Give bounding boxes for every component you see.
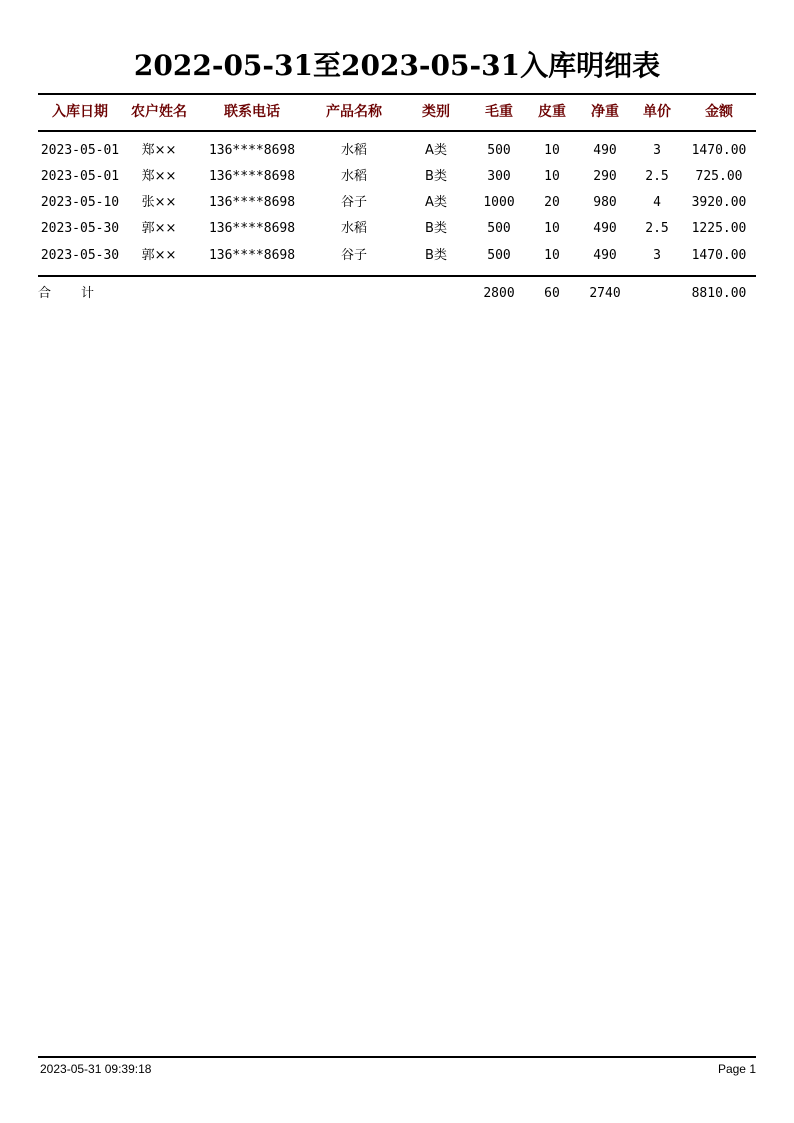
totals-label: 合计 — [38, 286, 125, 301]
column-header-farmer: 农户姓名 — [131, 104, 187, 120]
table-header-row — [38, 100, 756, 124]
cell-farmer: 张×× — [141, 195, 177, 210]
table-header-rule — [38, 130, 756, 132]
cell-tare: 10 — [544, 169, 560, 184]
totals-tare: 60 — [544, 286, 560, 301]
cell-product: 水稻 — [340, 169, 367, 184]
column-header-product: 产品名称 — [326, 104, 382, 120]
cell-price: 2.5 — [645, 169, 669, 184]
totals-gross: 2800 — [483, 286, 515, 301]
cell-amount: 3920.00 — [691, 195, 747, 210]
cell-category: A类 — [425, 143, 447, 158]
cell-net: 980 — [593, 195, 617, 210]
cell-phone: 136****8698 — [208, 143, 296, 158]
cell-date: 2023-05-01 — [40, 169, 120, 184]
cell-net: 290 — [593, 169, 617, 184]
table-row — [38, 165, 756, 189]
totals-net: 2740 — [589, 286, 621, 301]
cell-date: 2023-05-01 — [40, 143, 120, 158]
totals-row — [38, 282, 756, 306]
cell-product: 水稻 — [340, 143, 367, 158]
cell-gross: 300 — [487, 169, 511, 184]
cell-price: 3 — [653, 143, 661, 158]
cell-tare: 10 — [544, 221, 560, 236]
column-header-amount: 金额 — [705, 104, 733, 120]
page-number: Page 1 — [717, 1062, 756, 1076]
cell-price: 3 — [653, 248, 661, 263]
cell-farmer: 郭×× — [141, 221, 177, 236]
column-header-category: 类别 — [422, 104, 450, 120]
cell-price: 4 — [653, 195, 661, 210]
cell-farmer: 郭×× — [141, 248, 177, 263]
column-header-tare: 皮重 — [538, 104, 566, 120]
cell-gross: 500 — [487, 143, 511, 158]
table-top-rule — [38, 93, 756, 95]
column-header-price: 单价 — [643, 104, 671, 120]
table-body-rule — [38, 275, 756, 277]
cell-category: B类 — [425, 221, 447, 236]
cell-amount: 725.00 — [695, 169, 743, 184]
cell-gross: 1000 — [483, 195, 515, 210]
column-header-net: 净重 — [591, 104, 619, 120]
cell-phone: 136****8698 — [208, 169, 296, 184]
table-row — [38, 217, 756, 241]
cell-farmer: 郑×× — [141, 169, 177, 184]
cell-amount: 1470.00 — [691, 248, 747, 263]
cell-net: 490 — [593, 221, 617, 236]
cell-tare: 10 — [544, 143, 560, 158]
cell-gross: 500 — [487, 221, 511, 236]
table-row — [38, 139, 756, 163]
cell-net: 490 — [593, 248, 617, 263]
print-timestamp: 2023-05-31 09:39:18 — [40, 1062, 152, 1076]
cell-phone: 136****8698 — [208, 248, 296, 263]
footer-rule — [38, 1056, 756, 1058]
page-title: 2022-05-31至2023-05-31入库明细表 — [133, 49, 661, 82]
table-row — [38, 191, 756, 215]
cell-date: 2023-05-30 — [40, 248, 120, 263]
column-header-date: 入库日期 — [52, 104, 108, 120]
cell-phone: 136****8698 — [208, 195, 296, 210]
cell-net: 490 — [593, 143, 617, 158]
cell-price: 2.5 — [645, 221, 669, 236]
cell-category: B类 — [425, 169, 447, 184]
cell-product: 谷子 — [340, 195, 367, 210]
column-header-phone: 联系电话 — [224, 104, 280, 120]
column-header-gross: 毛重 — [485, 104, 513, 120]
cell-amount: 1225.00 — [691, 221, 747, 236]
cell-date: 2023-05-10 — [40, 195, 120, 210]
totals-amount: 8810.00 — [691, 286, 747, 301]
cell-category: B类 — [425, 248, 447, 263]
cell-phone: 136****8698 — [208, 221, 296, 236]
cell-tare: 10 — [544, 248, 560, 263]
cell-product: 谷子 — [340, 248, 367, 263]
cell-tare: 20 — [544, 195, 560, 210]
cell-amount: 1470.00 — [691, 143, 747, 158]
cell-category: A类 — [425, 195, 447, 210]
cell-farmer: 郑×× — [141, 143, 177, 158]
cell-product: 水稻 — [340, 221, 367, 236]
cell-gross: 500 — [487, 248, 511, 263]
table-row — [38, 244, 756, 268]
cell-date: 2023-05-30 — [40, 221, 120, 236]
